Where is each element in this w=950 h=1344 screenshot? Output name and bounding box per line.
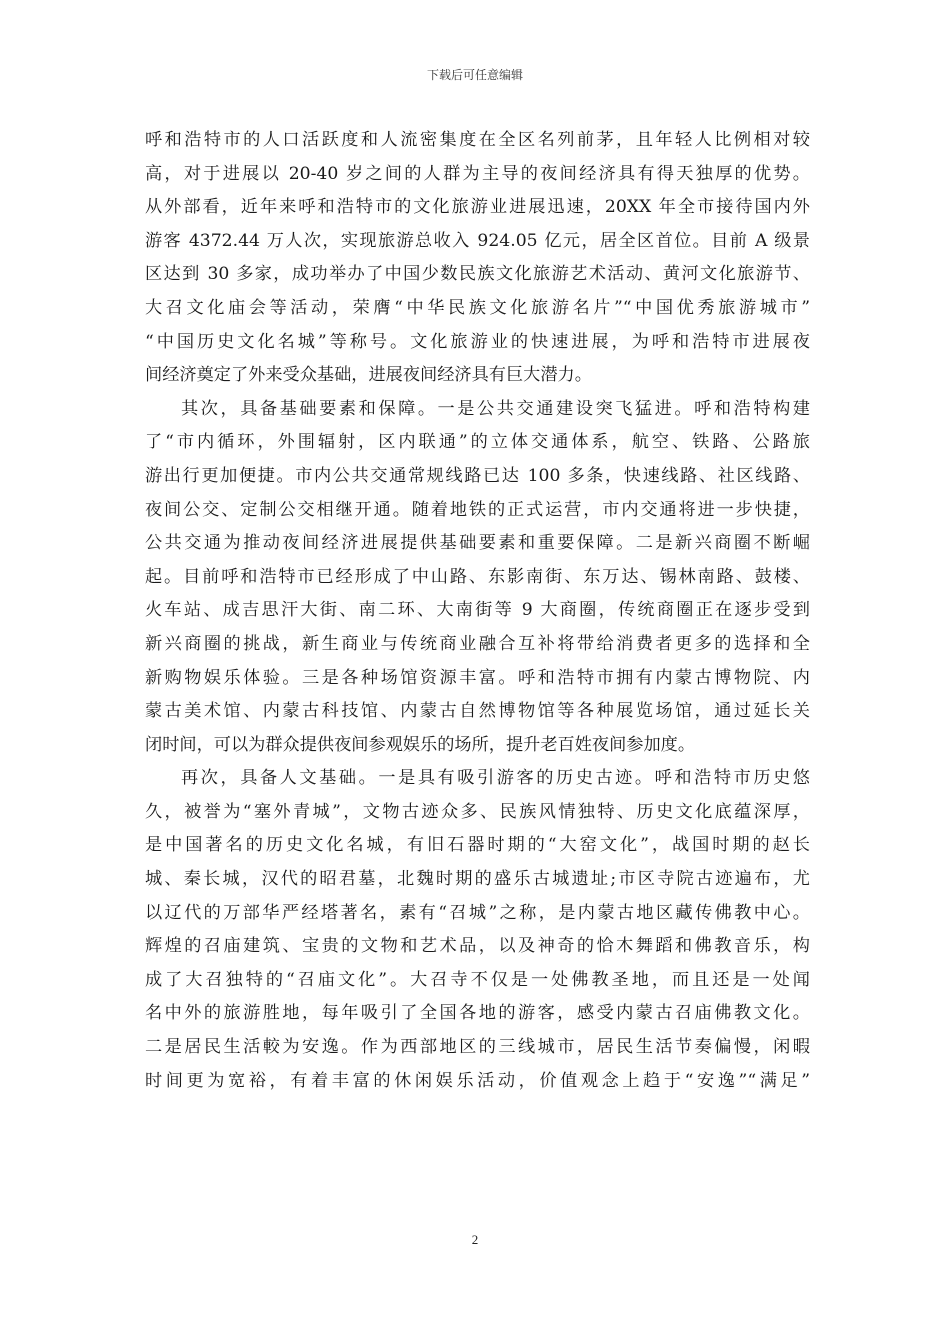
text-line: 间经济奠定了外来受众基础，进展夜间经济具有巨大潜力。: [145, 365, 592, 386]
text-line: 火车站、成吉思汗大街、南二环、大南街等 9 大商圈，传统商圈正在逐步受到: [145, 600, 810, 621]
text-line: 是中国著名的历史文化名城，有旧石器时期的“大窑文化”，战国时期的赵长: [145, 835, 810, 856]
text-line: 蒙古美术馆、内蒙古科技馆、内蒙古自然博物馆等各种展览场馆，通过延长关: [145, 701, 810, 722]
text-line: 以辽代的万部华严经塔著名，素有“召城”之称，是内蒙古地区藏传佛教中心。: [145, 902, 810, 923]
text-line: 区达到 30 多家，成功举办了中国少数民族文化旅游艺术活动、黄河文化旅游节、: [145, 264, 810, 285]
text-line: 辉煌的召庙建筑、宝贵的文物和艺术品，以及神奇的恰木舞蹈和佛教音乐，构: [145, 936, 810, 957]
text-line: 新购物娱乐体验。三是各种场馆资源丰富。呼和浩特市拥有内蒙古博物院、内: [145, 667, 810, 688]
text-line: 新兴商圈的挑战，新生商业与传统商业融合互补将带给消费者更多的选择和全: [145, 633, 810, 654]
text-line: 从外部看，近年来呼和浩特市的文化旅游业进展迅速，20XX 年全市接待国内外: [145, 197, 810, 218]
paragraph-first-line: 其次，具备基础要素和保障。一是公共交通建设突飞猛进。呼和浩特构建: [181, 398, 810, 419]
text-line: 游出行更加便捷。市内公共交通常规线路已达 100 多条，快速线路、社区线路、: [145, 465, 810, 486]
text-line: 起。目前呼和浩特市已经形成了中山路、东影南街、东万达、锡林南路、鼓楼、: [145, 566, 810, 587]
text-line: 成了大召独特的“召庙文化”。大召寺不仅是一处佛教圣地，而且还是一处闻: [145, 969, 810, 990]
text-line: 二是居民生活較为安逸。作为西部地区的三线城市，居民生活节奏偏慢，闲暇: [145, 1037, 810, 1058]
paragraph-first-line: 再次，具备人文基础。一是具有吸引游客的历史古迹。呼和浩特市历史悠: [181, 768, 810, 789]
text-line: 高，对于进展以 20-40 岁之间的人群为主导的夜间经济具有得天独厚的优势。: [145, 163, 810, 184]
text-line: 夜间公交、定制公交相继开通。随着地铁的正式运营，市内交通将进一步快捷，: [145, 499, 810, 520]
document-body: [145, 124, 810, 1098]
text-line: 公共交通为推动夜间经济进展提供基础要素和重要保障。二是新兴商圈不断崛: [145, 533, 810, 554]
text-line: 久，被誉为“塞外青城”，文物古迹众多、民族风情独特、历史文化底蕴深厚，: [145, 801, 810, 822]
text-line: 城、秦长城，汉代的昭君墓，北魏时期的盛乐古城遗址;市区寺院古迹遍布，尤: [145, 869, 810, 890]
text-line: 时间更为宽裕，有着丰富的休闲娱乐活动，价值观念上趋于“安逸”“满足”: [145, 1070, 810, 1091]
page-header: 下载后可任意编辑: [426, 68, 523, 82]
text-line: 呼和浩特市的人口活跃度和人流密集度在全区名列前茅，且年轻人比例相对较: [145, 130, 810, 150]
page-number: 2: [471, 1232, 479, 1247]
text-line: 闭时间，可以为群众提供夜间参观娱乐的场所，提升老百姓夜间参加度。: [145, 734, 696, 755]
text-line: 了“市内循环，外围辐射，区内联通”的立体交通体系，航空、铁路、公路旅: [145, 432, 810, 453]
text-line: 大召文化庙会等活动，荣膺“中华民族文化旅游名片”“中国优秀旅游城市”: [145, 297, 810, 318]
text-line: “中国历史文化名城”等称号。文化旅游业的快速进展，为呼和浩特市进展夜: [145, 331, 810, 352]
text-line: 名中外的旅游胜地，每年吸引了全国各地的游客，感受内蒙古召庙佛教文化。: [145, 1003, 810, 1024]
text-line: 游客 4372.44 万人次，实现旅游总收入 924.05 亿元，居全区首位。目前 A 级景: [145, 230, 810, 251]
